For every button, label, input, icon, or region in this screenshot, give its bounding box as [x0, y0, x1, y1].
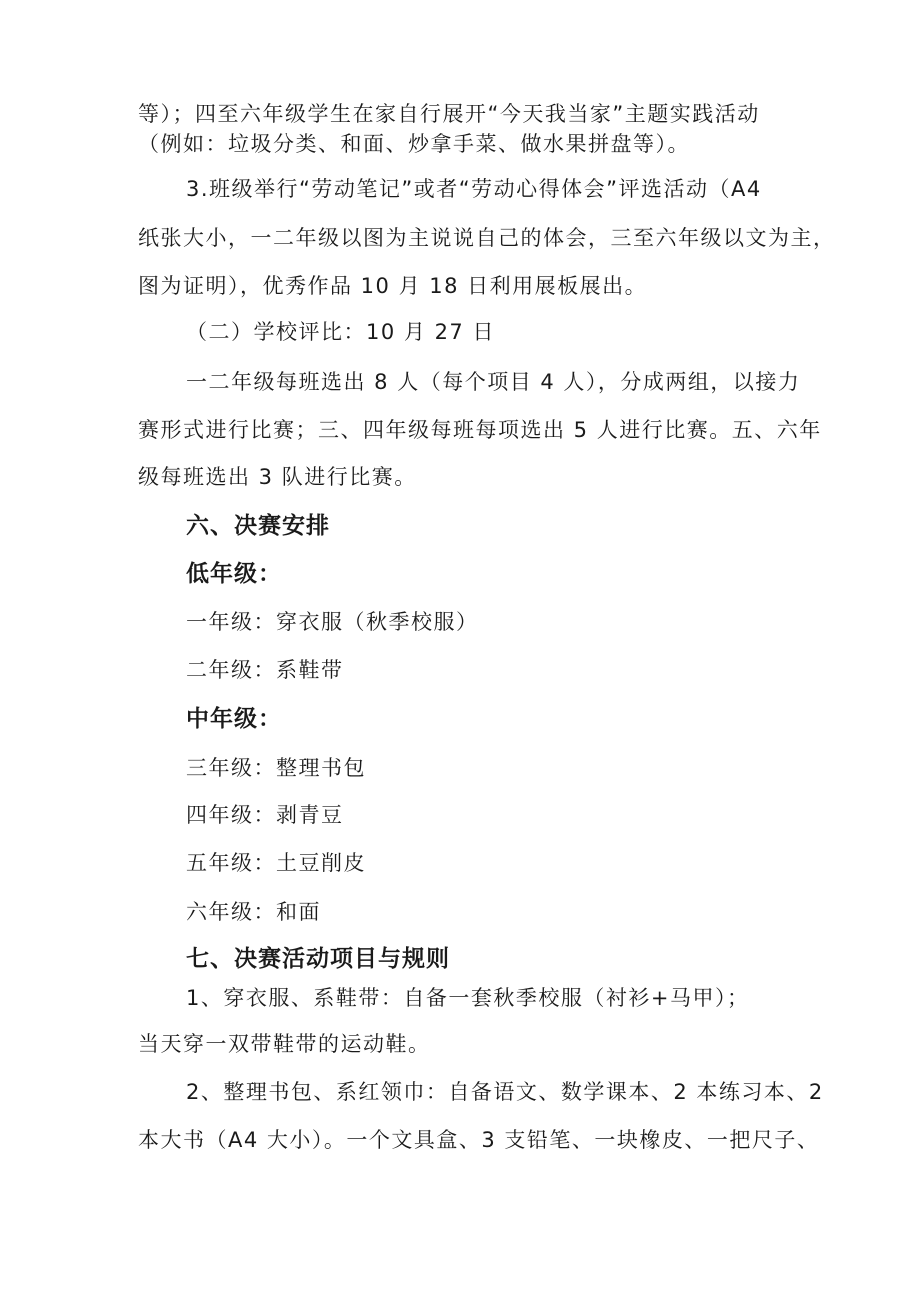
grade-1-item: 一年级：穿衣服（秋季校服） — [186, 610, 479, 634]
rule-1-line-1: 1、穿衣服、系鞋带：自备一套秋季校服（衬衫+马甲）； — [186, 986, 750, 1010]
paragraph-line: （例如：垃圾分类、和面、炒拿手菜、做水果拼盘等）。 — [138, 132, 690, 156]
section-6-title: 六、决赛安排 — [186, 513, 330, 539]
mid-grade-label: 中年级： — [186, 706, 282, 732]
paragraph-line: 一二年级每班选出 8 人（每个项目 4 人），分成两组，以接力 — [186, 370, 801, 394]
grade-3-item: 三年级：整理书包 — [186, 756, 366, 780]
paragraph-line: 纸张大小，一二年级以图为主说说自己的体会，三至六年级以文为主， — [138, 226, 836, 250]
paragraph-line: 级每班选出 3 队进行比赛。 — [138, 465, 417, 489]
grade-4-item: 四年级：剥青豆 — [186, 803, 344, 827]
grade-2-item: 二年级：系鞋带 — [186, 658, 344, 682]
rule-1-line-2: 当天穿一双带鞋带的运动鞋。 — [138, 1032, 431, 1056]
low-grade-label: 低年级： — [186, 561, 282, 587]
paragraph-line: 等）；四至六年级学生在家自行展开“今天我当家”主题实践活动 — [138, 102, 760, 126]
rule-2-line-1: 2、整理书包、系红领巾：自备语文、数学课本、2 本练习本、2 — [186, 1080, 824, 1104]
rule-2-line-2: 本大书（A4 大小）。一个文具盒、3 支铅笔、一块橡皮、一把尺子、 — [138, 1128, 820, 1152]
section-7-title: 七、决赛活动项目与规则 — [186, 946, 450, 972]
paragraph-line: 3.班级举行“劳动笔记”或者“劳动心得体会”评选活动（A4 — [186, 177, 762, 201]
subsection-title: （二）学校评比：10 月 27 日 — [186, 320, 495, 344]
paragraph-line: 图为证明），优秀作品 10 月 18 日利用展板展出。 — [138, 274, 648, 298]
paragraph-line: 赛形式进行比赛；三、四年级每班每项选出 5 人进行比赛。五、六年 — [138, 418, 822, 442]
grade-6-item: 六年级：和面 — [186, 900, 321, 924]
grade-5-item: 五年级：土豆削皮 — [186, 851, 366, 875]
